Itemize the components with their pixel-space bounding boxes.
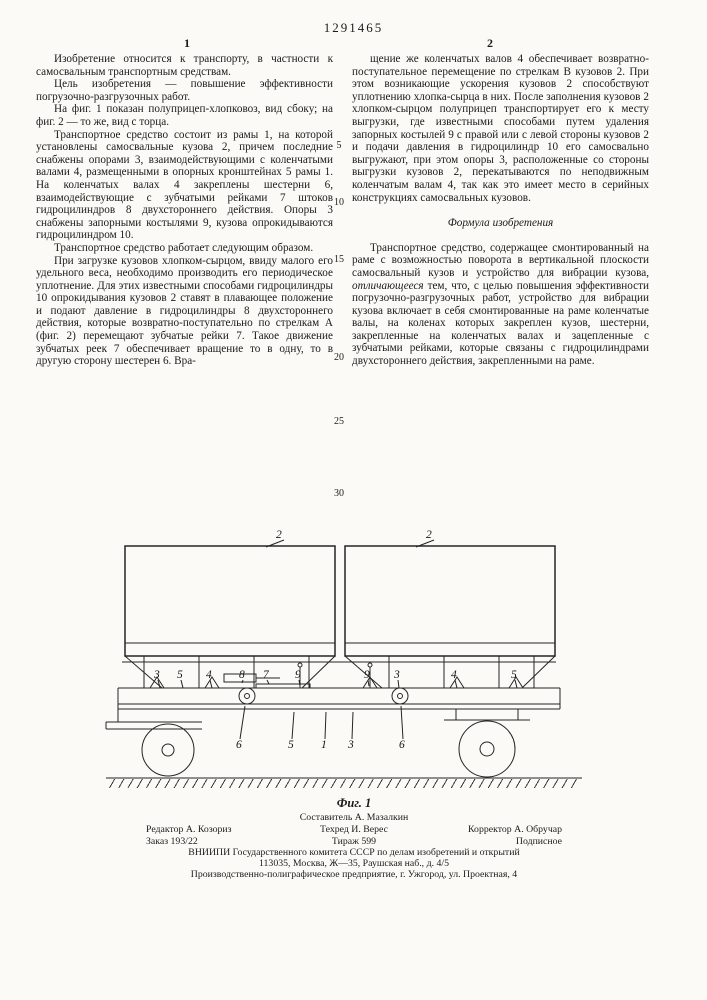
column-marker-right: 2 (487, 36, 493, 50)
paragraph: На фиг. 1 показан полуприцеп-хлопковоз, вид сбоку; на фиг. 2 — то же, вид с торца. (36, 103, 333, 128)
printing-house: Производственно-полиграфическое предприятие, г. Ужгород, ул. Проектная, 4 (190, 868, 518, 880)
figure-callout: 3 (154, 669, 160, 681)
paragraph: Изобретение относится к транспорту, в частности к самосвальным транспортным средствам. (36, 53, 333, 78)
paragraph: Транспортное средство состоит из рамы 1, на которой установлены самосвальные кузова 2, причем последние снабжены опорами 3, взаимодействующими с коленчатыми валами 4, размещенными в опорных кронштейнах 5 рамы 1. На коленчатых валах 4 закреплены шестерни 6, взаимодействующие с зубчатыми рейками 7 штоков гидроцилиндров 8 двухстороннего действия. Опоры 3 снабжены запорными костылями 9, кузова опрокидываются гидроцилиндром 10. (36, 128, 333, 242)
margin-line-number: 25 (334, 416, 344, 427)
compiler-credit: Составитель А. Мазалкин (299, 812, 409, 823)
claims-text: Транспортное средство, содержащее смонтированный на раме с возможностью поворота в вертикальной плоскости самосвальный кузов и устройство для вибрации кузова, (352, 241, 649, 279)
proofreader-credit: Корректор А. Обручар (468, 823, 563, 835)
column-marker-left: 1 (184, 36, 190, 50)
imprint-footer (128, 813, 580, 881)
trailer-drawing (104, 526, 604, 788)
claims-paragraph (352, 242, 649, 368)
margin-line-number: 15 (334, 254, 344, 265)
paragraph: щение же коленчатых валов 4 обеспечивает возвратно-поступательное перемещение по стрелкам В кузовов 2. При этом возникающие ускорения кузовов 2 способствуют уплотнению хлопка-сырца в них. После заполнения кузовов 2 хлопком-сырцом полуприцеп транспортирует его к месту выгрузки, где известными способами путем удаления запорных костылей 9 с правой или с левой стороны кузовов 2 и подачи давления в гидроцилиндр 10 его самосвально выгружают, при этом опоры 3, расположенные со стороны выгрузки кузовов 2, перекатываются по неподвижным коленчатым валам 4, так как это имеет место в серийных конструкциях самосвальных кузовов. (352, 53, 649, 204)
figure-callout: 2 (426, 529, 432, 541)
figure-callout: 3 (348, 739, 354, 751)
figure-callout: 5 (511, 669, 517, 681)
margin-line-number: 5 (336, 140, 342, 151)
figure-callout: 9 (364, 669, 370, 681)
margin-line-number: 10 (334, 197, 344, 208)
figure-callout: 6 (236, 739, 242, 751)
paragraph: При загрузке кузовов хлопком-сырцом, ввиду малого его удельного веса, необходимо производить его периодическое уплотнение. Для этих известными способами гидроцилиндры 10 опрокидывания кузовов 2 ставят в плавающее положение и подают давление в гидроцилиндры 8 двухстороннего действия, которые возвратно-поступательно по стрелкам А (фиг. 2) перемещают зубчатые рейки 7. Такое движение зубчатых реек 7 обеспечивает вращение то в одну, то в другую сторону шестерен 6. Вра- (36, 254, 333, 368)
figure-callout: 5 (177, 669, 183, 681)
editor-credit: Редактор А. Козориз (146, 823, 232, 835)
figure-callout: 4 (451, 669, 457, 681)
vibration-mechanism (224, 663, 408, 704)
claims-text: тем, что, с целью повышения эффективности погрузочно-разгрузочных работ, устройство для вибрации кузова включает в себя смонтированные на раме коленчатые валы, на коленах которых закреплен кузов, шестерни, закрепленные на коленчатых валах и зацепленные с зубчатыми рейками, которые связаны с гидроцилиндрами двухстороннего действия, закрепленными на раме. (352, 279, 649, 368)
figure-callout: 8 (239, 669, 245, 681)
subscription-note: Подписное (515, 835, 563, 847)
figure-callout: 4 (206, 669, 212, 681)
paragraph: Цель изобретения — повышение эффективности погрузочно-разгрузочных работ. (36, 78, 333, 103)
tech-editor-credit: Техред И. Верес (320, 823, 388, 835)
claims-heading: Формула изобретения (447, 217, 554, 230)
margin-line-number: 30 (334, 488, 344, 499)
left-text-column (36, 53, 333, 368)
publisher-line: ВНИИПИ Государственного комитета СССР по делам изобретений и открытий (188, 847, 520, 859)
patent-number: 1291465 (323, 20, 384, 35)
figure-callout: 3 (394, 669, 400, 681)
kingpin-assembly (106, 709, 202, 729)
rear-suspension (444, 709, 530, 720)
figure-callout: 2 (276, 529, 282, 541)
chassis-frame (118, 656, 560, 709)
wheel-right (459, 721, 515, 777)
figure-callout: 7 (263, 669, 269, 681)
paragraph: Транспортное средство работает следующим образом. (54, 241, 314, 254)
cargo-body-right (345, 546, 555, 656)
figure-callout: 6 (399, 739, 405, 751)
cargo-body-left (125, 546, 335, 656)
wheel-left (142, 724, 194, 776)
figure-callout: 5 (288, 739, 294, 751)
order-number: Заказ 193/22 (146, 835, 198, 847)
right-text-column (352, 53, 649, 368)
margin-line-number: 20 (334, 352, 344, 363)
claims-italic-term: отличающееся (352, 279, 424, 292)
print-run: Тираж 599 (331, 835, 377, 847)
figure-1 (104, 526, 604, 821)
credits-row (128, 825, 580, 836)
figure-callout: 1 (321, 739, 327, 751)
print-info-row (128, 837, 580, 848)
publisher-address: 113035, Москва, Ж—35, Раушская наб., д. 4/5 (259, 858, 449, 870)
figure-callout: 9 (295, 669, 301, 681)
figure-caption: Фиг. 1 (336, 796, 372, 810)
ground-hatching (108, 779, 580, 788)
